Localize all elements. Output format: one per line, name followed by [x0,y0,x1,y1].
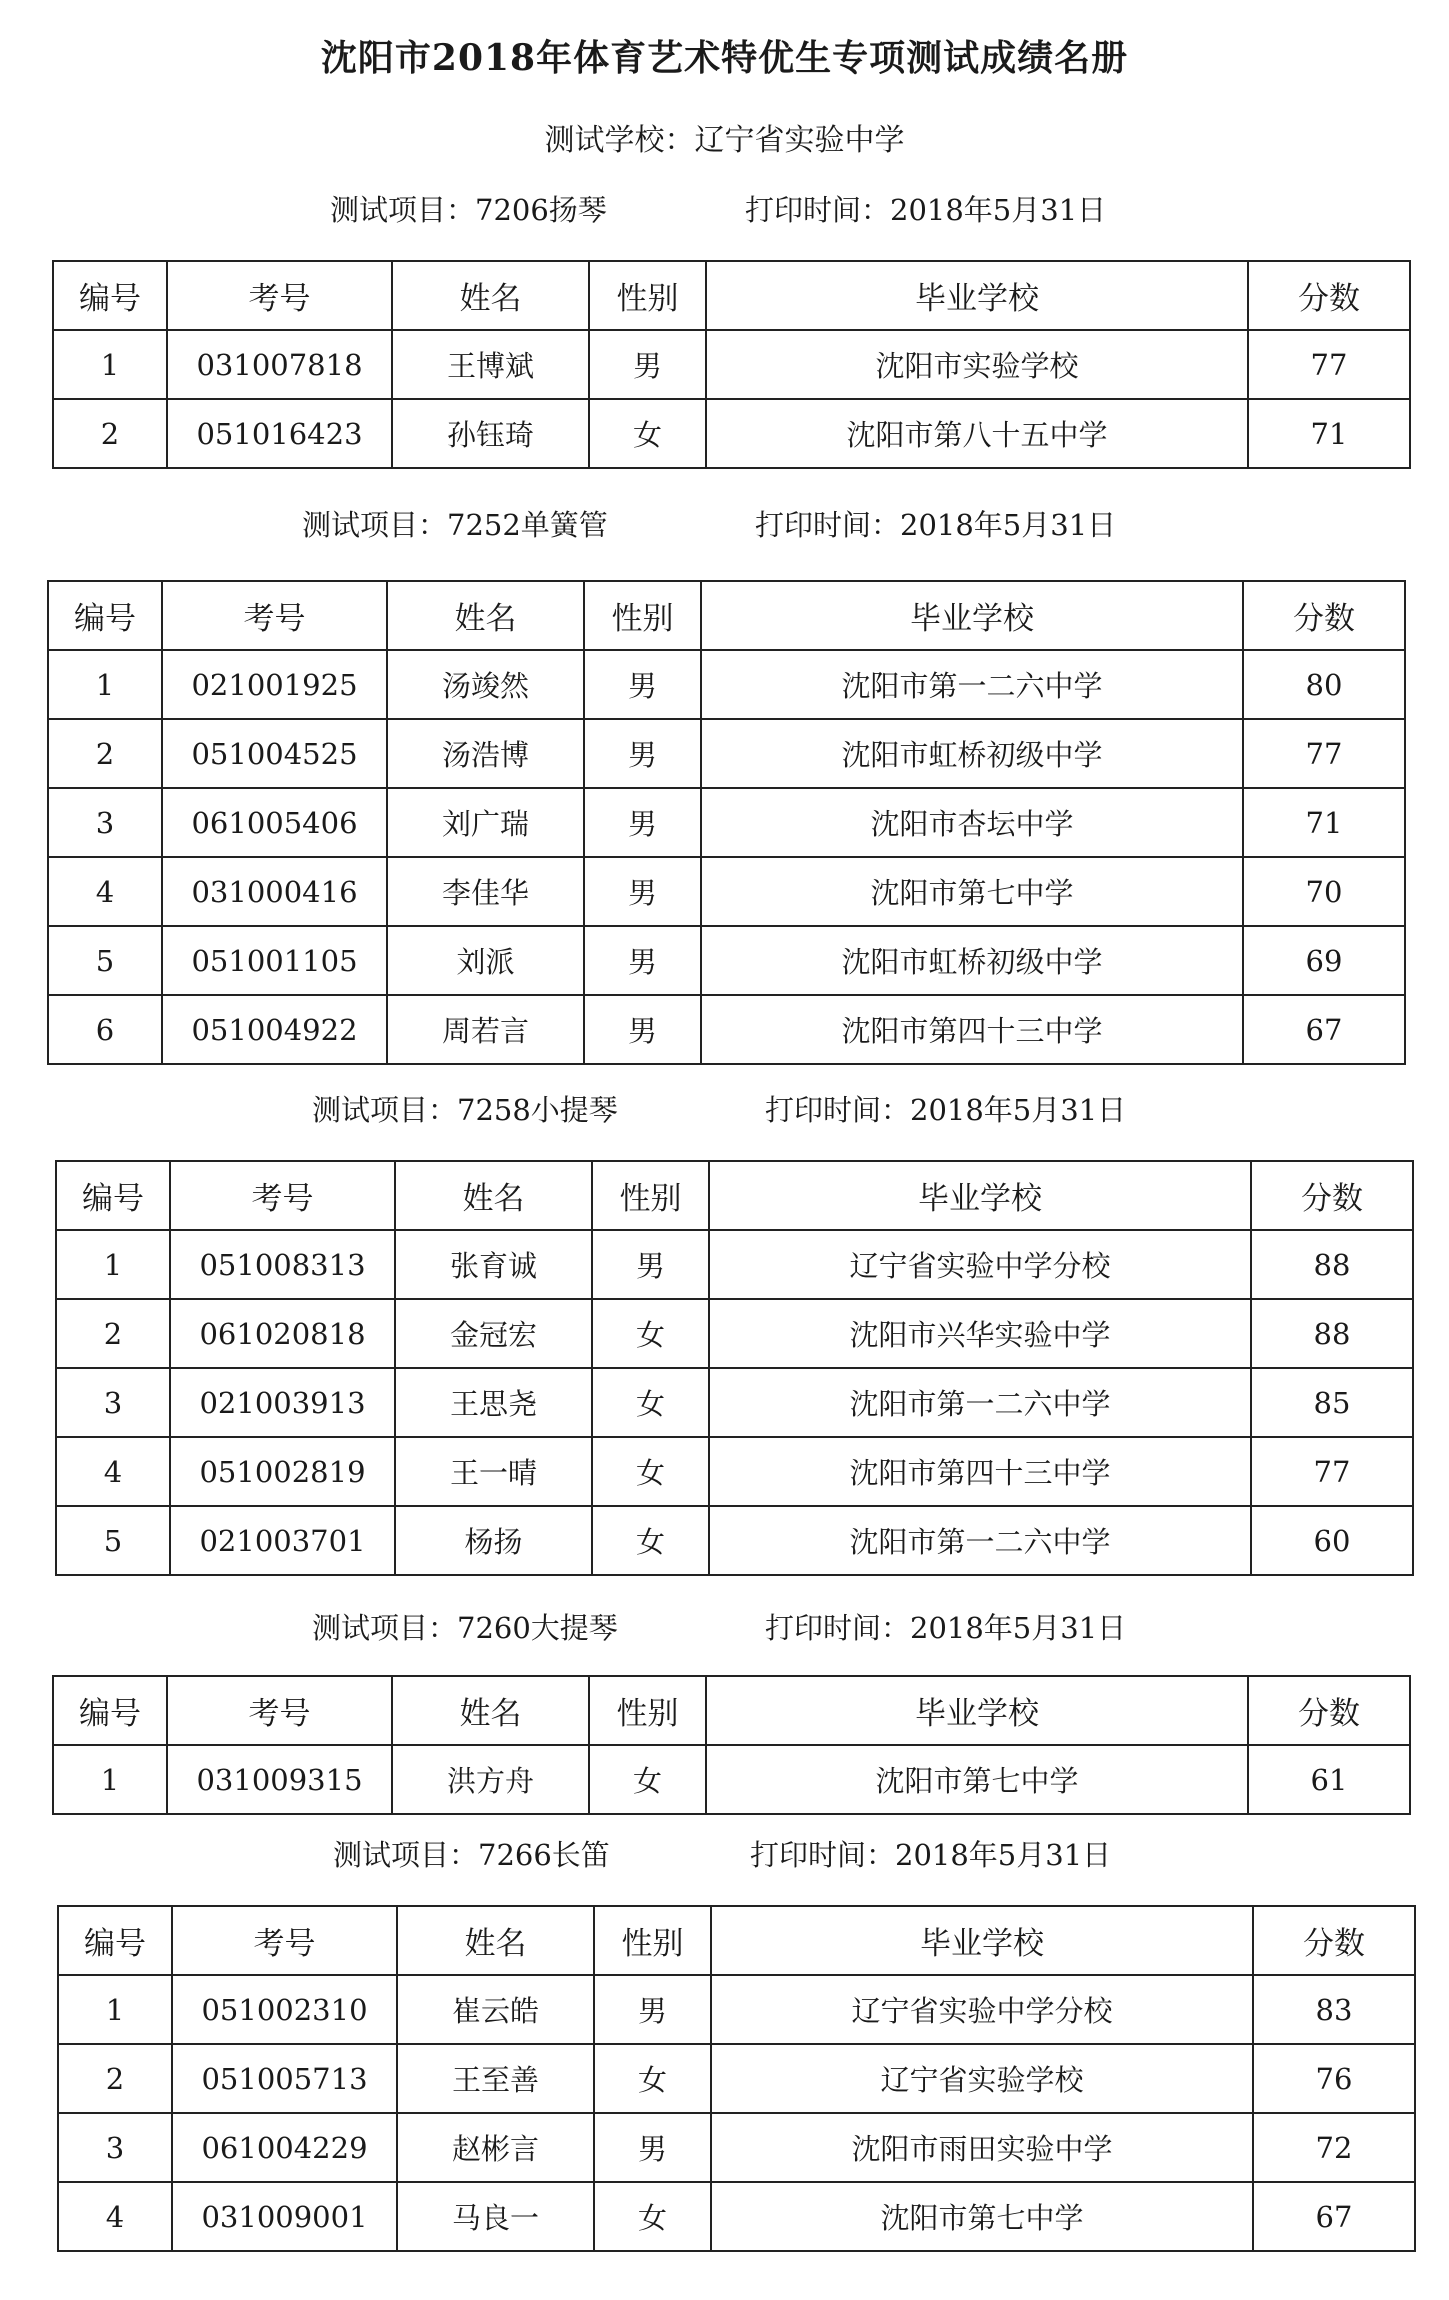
score-table [52,1675,1411,1815]
student-name-cell: 马良一 [397,2182,594,2251]
score-table [57,1905,1416,2252]
column-header-gender: 性别 [589,261,706,330]
gender-cell: 男 [584,857,701,926]
row-number-cell: 1 [53,330,167,399]
section-header [330,188,1230,228]
exam-number-cell: 051008313 [170,1230,395,1299]
student-name-cell: 王至善 [397,2044,594,2113]
column-header-score: 分数 [1248,261,1410,330]
column-header-exam-number: 考号 [167,1676,392,1745]
exam-number-cell: 031009001 [172,2182,397,2251]
row-number-cell: 5 [56,1506,170,1575]
table-header-row [56,1161,1413,1230]
table-row [56,1230,1413,1299]
column-header-student-name: 姓名 [397,1906,594,1975]
score-table [55,1160,1414,1576]
graduation-school-cell: 沈阳市第一二六中学 [709,1506,1251,1575]
score-cell: 88 [1251,1230,1413,1299]
student-name-cell: 孙钰琦 [392,399,589,468]
column-header-graduation-school: 毕业学校 [706,261,1248,330]
graduation-school-cell: 沈阳市第七中学 [701,857,1243,926]
column-header-gender: 性别 [584,581,701,650]
graduation-school-cell: 沈阳市第四十三中学 [701,995,1243,1064]
student-name-cell: 刘广瑞 [387,788,584,857]
graduation-school-cell: 沈阳市杏坛中学 [701,788,1243,857]
column-header-exam-number: 考号 [172,1906,397,1975]
score-cell: 69 [1243,926,1405,995]
graduation-school-cell: 辽宁省实验中学分校 [709,1230,1251,1299]
gender-cell: 女 [592,1299,709,1368]
table-row [48,719,1405,788]
table-row [53,1745,1410,1814]
graduation-school-cell: 沈阳市兴华实验中学 [709,1299,1251,1368]
score-cell: 72 [1253,2113,1415,2182]
gender-cell: 男 [592,1230,709,1299]
test-school: 测试学校：辽宁省实验中学 [544,123,905,158]
column-header-score: 分数 [1253,1906,1415,1975]
document-title: 沈阳市2018年体育艺术特优生专项测试成绩名册 [320,37,1129,79]
exam-number-cell: 031000416 [162,857,387,926]
student-name-cell: 赵彬言 [397,2113,594,2182]
table-row [48,650,1405,719]
exam-number-cell: 061005406 [162,788,387,857]
gender-cell: 男 [584,995,701,1064]
graduation-school-cell: 沈阳市虹桥初级中学 [701,926,1243,995]
table-row [58,2113,1415,2182]
score-cell: 71 [1243,788,1405,857]
column-header-row-number: 编号 [48,581,162,650]
column-header-student-name: 姓名 [392,1676,589,1745]
gender-cell: 男 [594,1975,711,2044]
graduation-school-cell: 沈阳市第四十三中学 [709,1437,1251,1506]
gender-cell: 女 [592,1437,709,1506]
score-cell: 80 [1243,650,1405,719]
score-cell: 85 [1251,1368,1413,1437]
test-project: 测试项目：7260大提琴 [312,1611,618,1645]
graduation-school-cell: 沈阳市第八十五中学 [706,399,1248,468]
table-row [58,2182,1415,2251]
table-row [58,2044,1415,2113]
student-name-cell: 汤浩博 [387,719,584,788]
gender-cell: 女 [589,1745,706,1814]
row-number-cell: 4 [58,2182,172,2251]
score-cell: 77 [1243,719,1405,788]
print-time: 打印时间：2018年5月31日 [765,1611,1127,1645]
print-time: 打印时间：2018年5月31日 [745,193,1107,227]
column-header-graduation-school: 毕业学校 [709,1161,1251,1230]
exam-number-cell: 061020818 [170,1299,395,1368]
section-header [302,503,1202,543]
row-number-cell: 1 [53,1745,167,1814]
table-row [56,1299,1413,1368]
graduation-school-cell: 辽宁省实验中学分校 [711,1975,1253,2044]
gender-cell: 男 [584,719,701,788]
score-cell: 67 [1253,2182,1415,2251]
column-header-gender: 性别 [594,1906,711,1975]
section-header [312,1088,1212,1128]
score-cell: 71 [1248,399,1410,468]
table-row [48,788,1405,857]
student-name-cell: 周若言 [387,995,584,1064]
column-header-graduation-school: 毕业学校 [706,1676,1248,1745]
student-name-cell: 王思尧 [395,1368,592,1437]
column-header-row-number: 编号 [58,1906,172,1975]
section-header [333,1833,1233,1873]
student-name-cell: 汤竣然 [387,650,584,719]
print-time: 打印时间：2018年5月31日 [765,1093,1127,1127]
table-row [48,926,1405,995]
column-header-gender: 性别 [592,1161,709,1230]
gender-cell: 男 [584,788,701,857]
column-header-score: 分数 [1248,1676,1410,1745]
row-number-cell: 3 [58,2113,172,2182]
score-cell: 60 [1251,1506,1413,1575]
row-number-cell: 6 [48,995,162,1064]
column-header-graduation-school: 毕业学校 [701,581,1243,650]
gender-cell: 女 [592,1368,709,1437]
score-table [52,260,1411,469]
exam-number-cell: 031007818 [167,330,392,399]
table-row [58,1975,1415,2044]
table-row [53,330,1410,399]
column-header-student-name: 姓名 [387,581,584,650]
table-header-row [58,1906,1415,1975]
exam-number-cell: 051016423 [167,399,392,468]
gender-cell: 男 [584,650,701,719]
column-header-row-number: 编号 [53,1676,167,1745]
student-name-cell: 王博斌 [392,330,589,399]
score-cell: 77 [1248,330,1410,399]
row-number-cell: 5 [48,926,162,995]
exam-number-cell: 061004229 [172,2113,397,2182]
row-number-cell: 2 [48,719,162,788]
score-table [47,580,1406,1065]
gender-cell: 男 [589,330,706,399]
exam-number-cell: 021003913 [170,1368,395,1437]
table-header-row [53,261,1410,330]
table-row [48,857,1405,926]
exam-number-cell: 051004525 [162,719,387,788]
score-cell: 83 [1253,1975,1415,2044]
graduation-school-cell: 沈阳市第七中学 [711,2182,1253,2251]
row-number-cell: 4 [56,1437,170,1506]
exam-number-cell: 021003701 [170,1506,395,1575]
score-cell: 70 [1243,857,1405,926]
test-project: 测试项目：7258小提琴 [312,1093,618,1127]
table-row [56,1506,1413,1575]
row-number-cell: 2 [56,1299,170,1368]
score-cell: 76 [1253,2044,1415,2113]
student-name-cell: 杨扬 [395,1506,592,1575]
graduation-school-cell: 沈阳市第一二六中学 [701,650,1243,719]
score-cell: 88 [1251,1299,1413,1368]
gender-cell: 男 [584,926,701,995]
row-number-cell: 4 [48,857,162,926]
column-header-row-number: 编号 [56,1161,170,1230]
print-time: 打印时间：2018年5月31日 [750,1838,1112,1872]
graduation-school-cell: 沈阳市雨田实验中学 [711,2113,1253,2182]
row-number-cell: 1 [56,1230,170,1299]
column-header-student-name: 姓名 [395,1161,592,1230]
gender-cell: 女 [592,1506,709,1575]
column-header-graduation-school: 毕业学校 [711,1906,1253,1975]
score-cell: 77 [1251,1437,1413,1506]
exam-number-cell: 051005713 [172,2044,397,2113]
student-name-cell: 王一晴 [395,1437,592,1506]
table-row [56,1437,1413,1506]
student-name-cell: 洪方舟 [392,1745,589,1814]
table-header-row [48,581,1405,650]
student-name-cell: 崔云皓 [397,1975,594,2044]
student-name-cell: 金冠宏 [395,1299,592,1368]
gender-cell: 女 [594,2182,711,2251]
student-name-cell: 李佳华 [387,857,584,926]
row-number-cell: 3 [48,788,162,857]
test-project: 测试项目：7252单簧管 [302,508,608,542]
exam-number-cell: 031009315 [167,1745,392,1814]
column-header-score: 分数 [1251,1161,1413,1230]
exam-number-cell: 051004922 [162,995,387,1064]
score-cell: 67 [1243,995,1405,1064]
test-project: 测试项目：7266长笛 [333,1838,610,1872]
exam-number-cell: 051002310 [172,1975,397,2044]
gender-cell: 女 [589,399,706,468]
score-cell: 61 [1248,1745,1410,1814]
column-header-row-number: 编号 [53,261,167,330]
exam-number-cell: 021001925 [162,650,387,719]
test-project: 测试项目：7206扬琴 [330,193,607,227]
row-number-cell: 1 [48,650,162,719]
row-number-cell: 1 [58,1975,172,2044]
graduation-school-cell: 沈阳市虹桥初级中学 [701,719,1243,788]
table-row [48,995,1405,1064]
student-name-cell: 张育诚 [395,1230,592,1299]
column-header-exam-number: 考号 [170,1161,395,1230]
row-number-cell: 2 [53,399,167,468]
graduation-school-cell: 沈阳市第一二六中学 [709,1368,1251,1437]
table-row [53,399,1410,468]
table-row [56,1368,1413,1437]
graduation-school-cell: 沈阳市实验学校 [706,330,1248,399]
exam-number-cell: 051002819 [170,1437,395,1506]
row-number-cell: 3 [56,1368,170,1437]
row-number-cell: 2 [58,2044,172,2113]
table-header-row [53,1676,1410,1745]
column-header-exam-number: 考号 [167,261,392,330]
graduation-school-cell: 辽宁省实验学校 [711,2044,1253,2113]
gender-cell: 男 [594,2113,711,2182]
gender-cell: 女 [594,2044,711,2113]
exam-number-cell: 051001105 [162,926,387,995]
column-header-gender: 性别 [589,1676,706,1745]
student-name-cell: 刘派 [387,926,584,995]
section-header [312,1606,1212,1646]
column-header-student-name: 姓名 [392,261,589,330]
column-header-score: 分数 [1243,581,1405,650]
column-header-exam-number: 考号 [162,581,387,650]
print-time: 打印时间：2018年5月31日 [755,508,1117,542]
graduation-school-cell: 沈阳市第七中学 [706,1745,1248,1814]
